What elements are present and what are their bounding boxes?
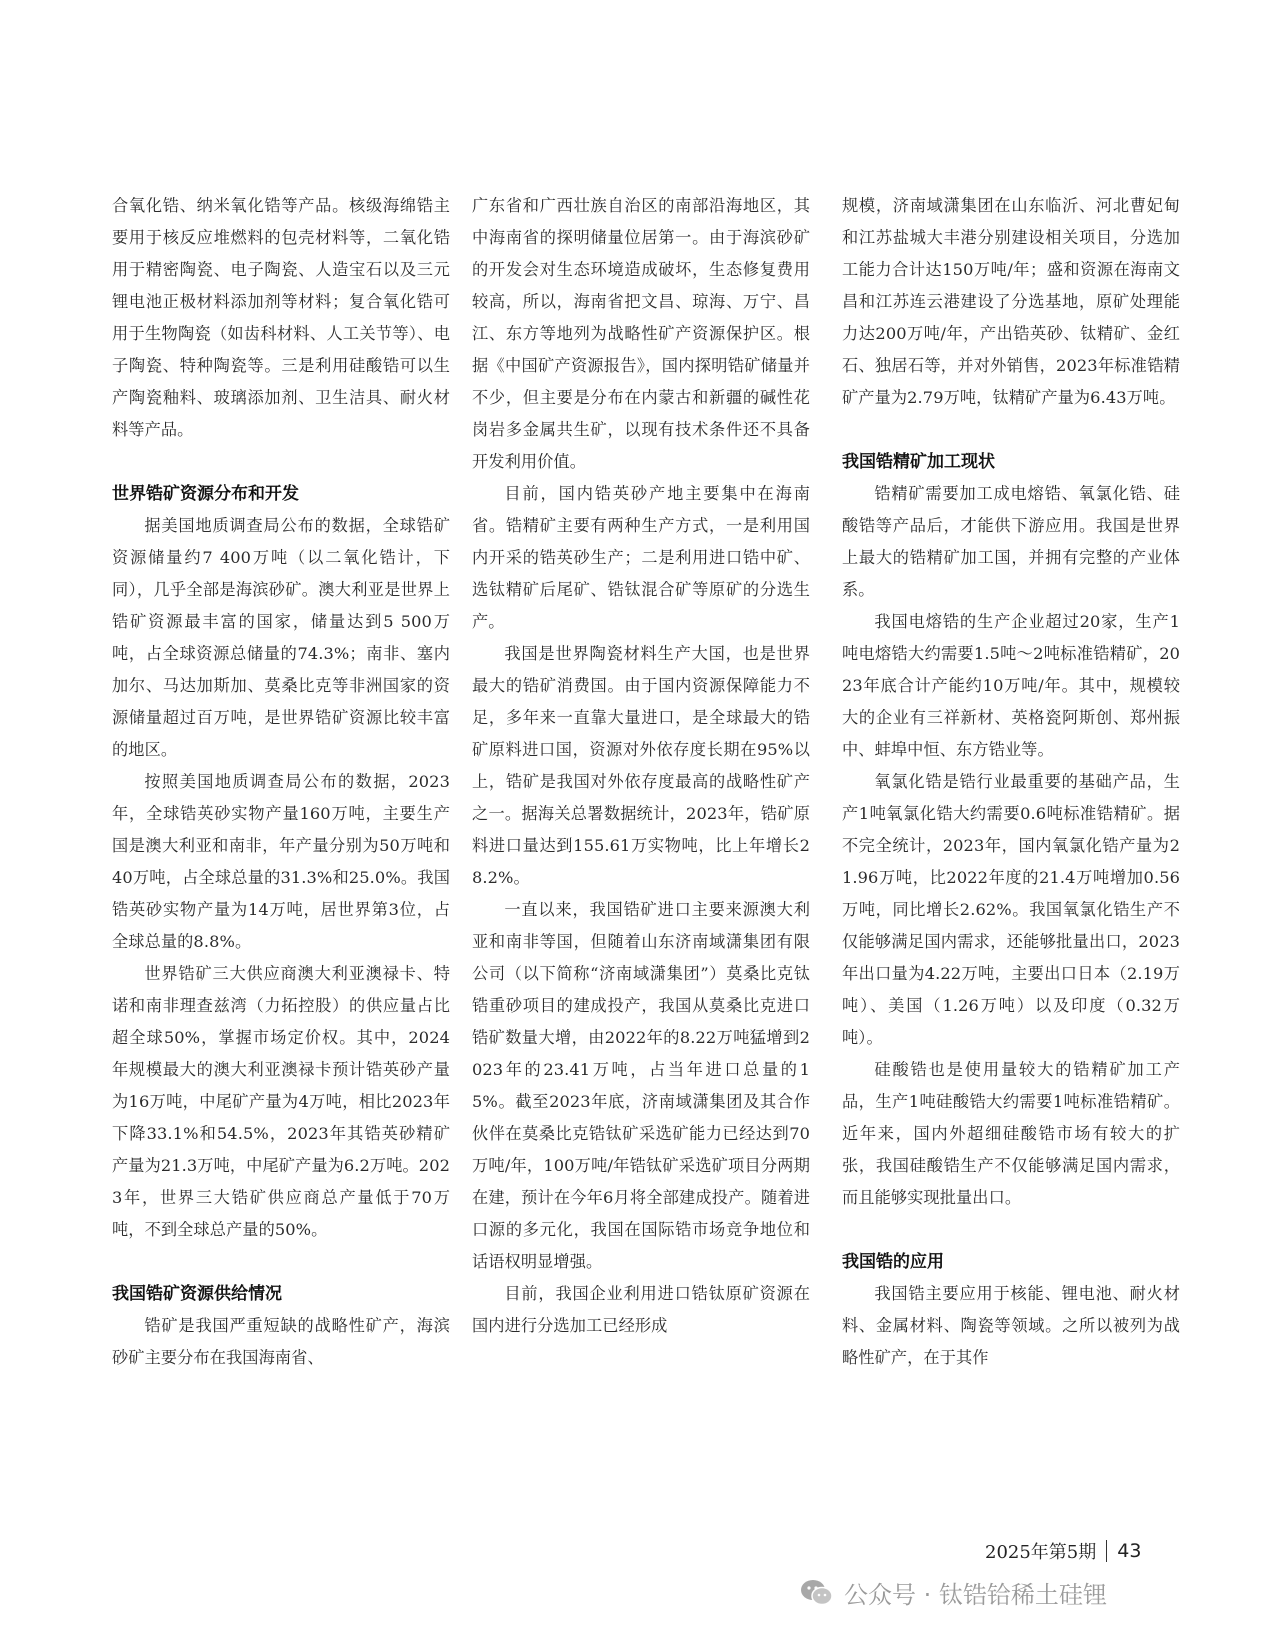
- section-heading: 世界锆矿资源分布和开发: [112, 484, 299, 504]
- paragraph: 目前，我国企业利用进口锆钛原矿资源在国内进行分选加工已经形成: [472, 1284, 810, 1335]
- page-number: 43: [1117, 1540, 1142, 1562]
- paragraph: 规模，济南域潇集团在山东临沂、河北曹妃甸和江苏盐城大丰港分别建设相关项目，分选加工能力合计达150万吨/年；盛和资源在海南文昌和江苏连云港建设了分选基地，原矿处理能力达200万吨/年，产出锆英砂、钛精矿、金红石、独居石等，并对外销售，2023年标准锆精矿产量为2.79万吨，钛精矿产量为6.43万吨。: [842, 196, 1180, 407]
- section-heading: 我国锆矿资源供给情况: [112, 1284, 282, 1304]
- paragraph: 我国是世界陶瓷材料生产大国，也是世界最大的锆矿消费国。由于国内资源保障能力不足，多年来一直靠大量进口，是全球最大的锆矿原料进口国，资源对外依存度长期在95%以上，锆矿是我国对外依存度最高的战略性矿产之一。据海关总署数据统计，2023年，锆矿原料进口量达到155.61万实物吨，比上年增长28.2%。: [472, 644, 810, 887]
- paragraph: 我国锆主要应用于核能、锂电池、耐火材料、金属材料、陶瓷等领域。之所以被列为战略性矿产，在于其作: [842, 1284, 1180, 1367]
- paragraph: 广东省和广西壮族自治区的南部沿海地区，其中海南省的探明储量位居第一。由于海滨砂矿的开发会对生态环境造成破坏，生态修复费用较高，所以，海南省把文昌、琼海、万宁、昌江、东方等地列为战略性矿产资源保护区。根据《中国矿产资源报告》，国内探明锆矿储量并不少，但主要是分布在内蒙古和新疆的碱性花岗岩多金属共生矿，以现有技术条件还不具备开发利用价值。: [472, 196, 810, 471]
- paragraph: 一直以来，我国锆矿进口主要来源澳大利亚和南非等国，但随着山东济南域潇集团有限公司（以下简称“济南域潇集团”）莫桑比克钛锆重砂项目的建成投产，我国从莫桑比克进口锆矿数量大增，由2022年的8.22万吨猛增到2023年的23.41万吨，占当年进口总量的15%。截至2023年底，济南域潇集团及其合作伙伴在莫桑比克锆钛矿采选矿能力已经达到70万吨/年，100万吨/年锆钛矿采选矿项目分两期在建，预计在今年6月将全部建成投产。随着进口源的多元化，我国在国际锆市场竞争地位和话语权明显增强。: [472, 900, 810, 1271]
- footer-divider: [1106, 1540, 1107, 1562]
- section-heading: 我国锆精矿加工现状: [842, 452, 995, 472]
- paragraph: 硅酸锆也是使用量较大的锆精矿加工产品，生产1吨硅酸锆大约需要1吨标准锆精矿。近年来，国内外超细硅酸锆市场有较大的扩张，我国硅酸锆生产不仅能够满足国内需求，而且能够实现批量出口。: [842, 1060, 1180, 1207]
- paragraph: 锆精矿需要加工成电熔锆、氧氯化锆、硅酸锆等产品后，才能供下游应用。我国是世界上最大的锆精矿加工国，并拥有完整的产业体系。: [842, 484, 1180, 599]
- paragraph: 目前，国内锆英砂产地主要集中在海南省。锆精矿主要有两种生产方式，一是利用国内开采的锆英砂生产；二是利用进口锆中矿、选钛精矿后尾矿、锆钛混合矿等原矿的分选生产。: [472, 484, 810, 631]
- paragraph: 我国电熔锆的生产企业超过20家，生产1吨电熔锆大约需要1.5吨～2吨标准锆精矿，2023年底合计产能约10万吨/年。其中，规模较大的企业有三祥新材、英格瓷阿斯创、郑州振中、蚌埠中恒、东方锆业等。: [842, 612, 1180, 759]
- wechat-icon: [800, 1578, 834, 1608]
- paragraph: 氧氯化锆是锆行业最重要的基础产品，生产1吨氧氯化锆大约需要0.6吨标准锆精矿。据不完全统计，2023年，国内氧氯化锆产量为21.96万吨，比2022年度的21.4万吨增加0.56万吨，同比增长2.62%。我国氧氯化锆生产不仅能够满足国内需求，还能够批量出口，2023年出口量为4.22万吨，主要出口日本（2.19万吨）、美国（1.26万吨）以及印度（0.32万吨）。: [842, 772, 1180, 1047]
- watermark-text: 公众号 · 钛锆铪稀土硅锂: [844, 1581, 1107, 1609]
- paragraph: 合氧化锆、纳米氧化锆等产品。核级海绵锆主要用于核反应堆燃料的包壳材料等，二氧化锆用于精密陶瓷、电子陶瓷、人造宝石以及三元锂电池正极材料添加剂等材料；复合氧化锆可用于生物陶瓷（如齿科材料、人工关节等）、电子陶瓷、特种陶瓷等。三是利用硅酸锆可以生产陶瓷釉料、玻璃添加剂、卫生洁具、耐火材料等产品。: [112, 196, 450, 439]
- column-1: [112, 190, 450, 1374]
- paragraph: 按照美国地质调查局公布的数据，2023年，全球锆英砂实物产量160万吨，主要生产国是澳大利亚和南非，年产量分别为50万吨和40万吨，占全球总量的31.3%和25.0%。我国锆英砂实物产量为14万吨，居世界第3位，占全球总量的8.8%。: [112, 772, 450, 951]
- section-heading: 我国锆的应用: [842, 1252, 944, 1272]
- page-footer: [985, 1536, 1141, 1566]
- issue-label: 2025年第5期: [985, 1542, 1097, 1563]
- paragraph: 锆矿是我国严重短缺的战略性矿产，海滨砂矿主要分布在我国海南省、: [112, 1316, 450, 1367]
- paragraph: 据美国地质调查局公布的数据，全球锆矿资源储量约7 400万吨（以二氧化锆计，下同），几乎全部是海滨砂矿。澳大利亚是世界上锆矿资源最丰富的国家，储量达到5 500万吨，占全球资源总储量的74.3%；南非、塞内加尔、马达加斯加、莫桑比克等非洲国家的资源储量超过百万吨，是世界锆矿资源比较丰富的地区。: [112, 516, 450, 759]
- wechat-watermark: [800, 1575, 1107, 1610]
- paragraph: 世界锆矿三大供应商澳大利亚澳禄卡、特诺和南非理查兹湾（力拓控股）的供应量占比超全球50%，掌握市场定价权。其中，2024年规模最大的澳大利亚澳禄卡预计锆英砂产量为16万吨，中尾矿产量为4万吨，相比2023年下降33.1%和54.5%，2023年其锆英砂精矿产量为21.3万吨，中尾矿产量为6.2万吨。2023年，世界三大锆矿供应商总产量低于70万吨，不到全球总产量的50%。: [112, 964, 450, 1239]
- column-3: [842, 190, 1180, 1374]
- column-2: [472, 190, 810, 1342]
